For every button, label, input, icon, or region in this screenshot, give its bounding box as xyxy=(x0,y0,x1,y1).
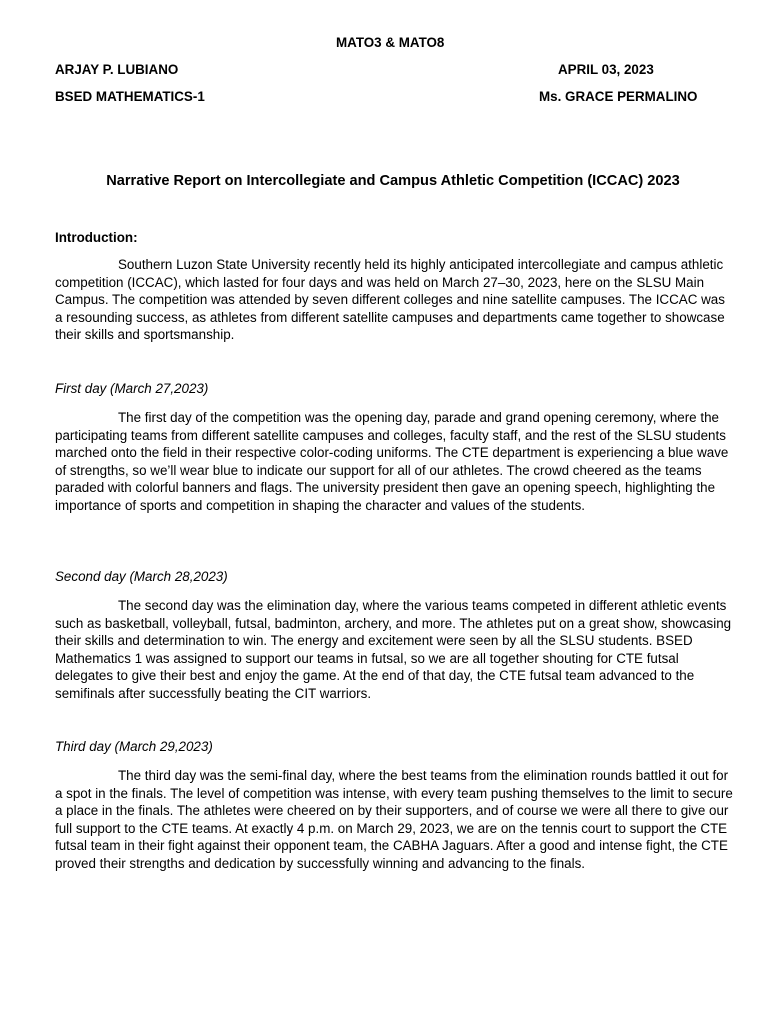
report-title: Narrative Report on Intercollegiate and Campus Athletic Competition (ICCAC) 2023 xyxy=(106,173,680,189)
program-name: BSED MATHEMATICS-1 xyxy=(55,89,205,104)
second-day-paragraph: The second day was the elimination day, where the various teams competed in different athletic events such as basketball, volleyball, futsal, badminton, archery, and more. The athletes put on a great show, showcasing their skills and determination to win. The energy and excitement were seen by all the SLSU students. BSED Mathematics 1 was assigned to support our teams in futsal, so we are all together shouting for CTE futsal delegates to give their best and enjoy the game. At the end of that day, the CTE futsal team advanced to the semifinals after successfully beating the CIT warriors. xyxy=(55,598,732,701)
instructor-name: Ms. GRACE PERMALINO xyxy=(539,89,698,104)
introduction-heading: Introduction: xyxy=(55,230,138,245)
third-day-heading: Third day (March 29,2023) xyxy=(55,739,213,754)
third-day-paragraph: The third day was the semi-final day, where the best teams from the elimination rounds battled it out for a spot in the finals. The level of competition was intense, with every team pushing themselves to the limit to secure a place in the finals. The athletes were cheered on by their supporters, and of course we were all there to give our full support to the CTE teams. At exactly 4 p.m. on March 29, 2023, we are on the tennis court to support the CTE futsal team in their fight against their opponent team, the CABHA Jaguars. After a good and intense fight, the CTE proved their strengths and dedication by successfully winning and advancing to the finals. xyxy=(55,768,733,871)
report-date: APRIL 03, 2023 xyxy=(558,62,654,77)
student-name: ARJAY P. LUBIANO xyxy=(55,62,179,77)
second-day-heading: Second day (March 28,2023) xyxy=(55,569,228,584)
introduction-paragraph: Southern Luzon State University recently held its highly anticipated intercollegiate and campus athletic competition (ICCAC), which lasted for four days and was held on March 27–30, 2023, here on the SLSU Main Campus. The competition was attended by seven different colleges and nine satellite campuses. The ICCAC was a resounding success, as athletes from different satellite campuses and departments came together to showcase their skills and sportsmanship. xyxy=(55,257,725,343)
first-day-heading: First day (March 27,2023) xyxy=(55,381,209,396)
course-code: MATO3 & MATO8 xyxy=(336,35,445,50)
first-day-paragraph: The first day of the competition was the opening day, parade and grand opening ceremony, where the participating teams from different satellite campuses and colleges, faculty staff, and the rest of the SLSU students marched onto the field in their respective color-coding uniforms. The CTE department is experiencing a blue wave of strengths, so we’ll wear blue to indicate our support for all of our athletes. The crowd cheered as the teams paraded with colorful banners and flags. The university president then gave an opening speech, highlighting the importance of sports and competition in shaping the character and values of the students. xyxy=(55,410,729,513)
